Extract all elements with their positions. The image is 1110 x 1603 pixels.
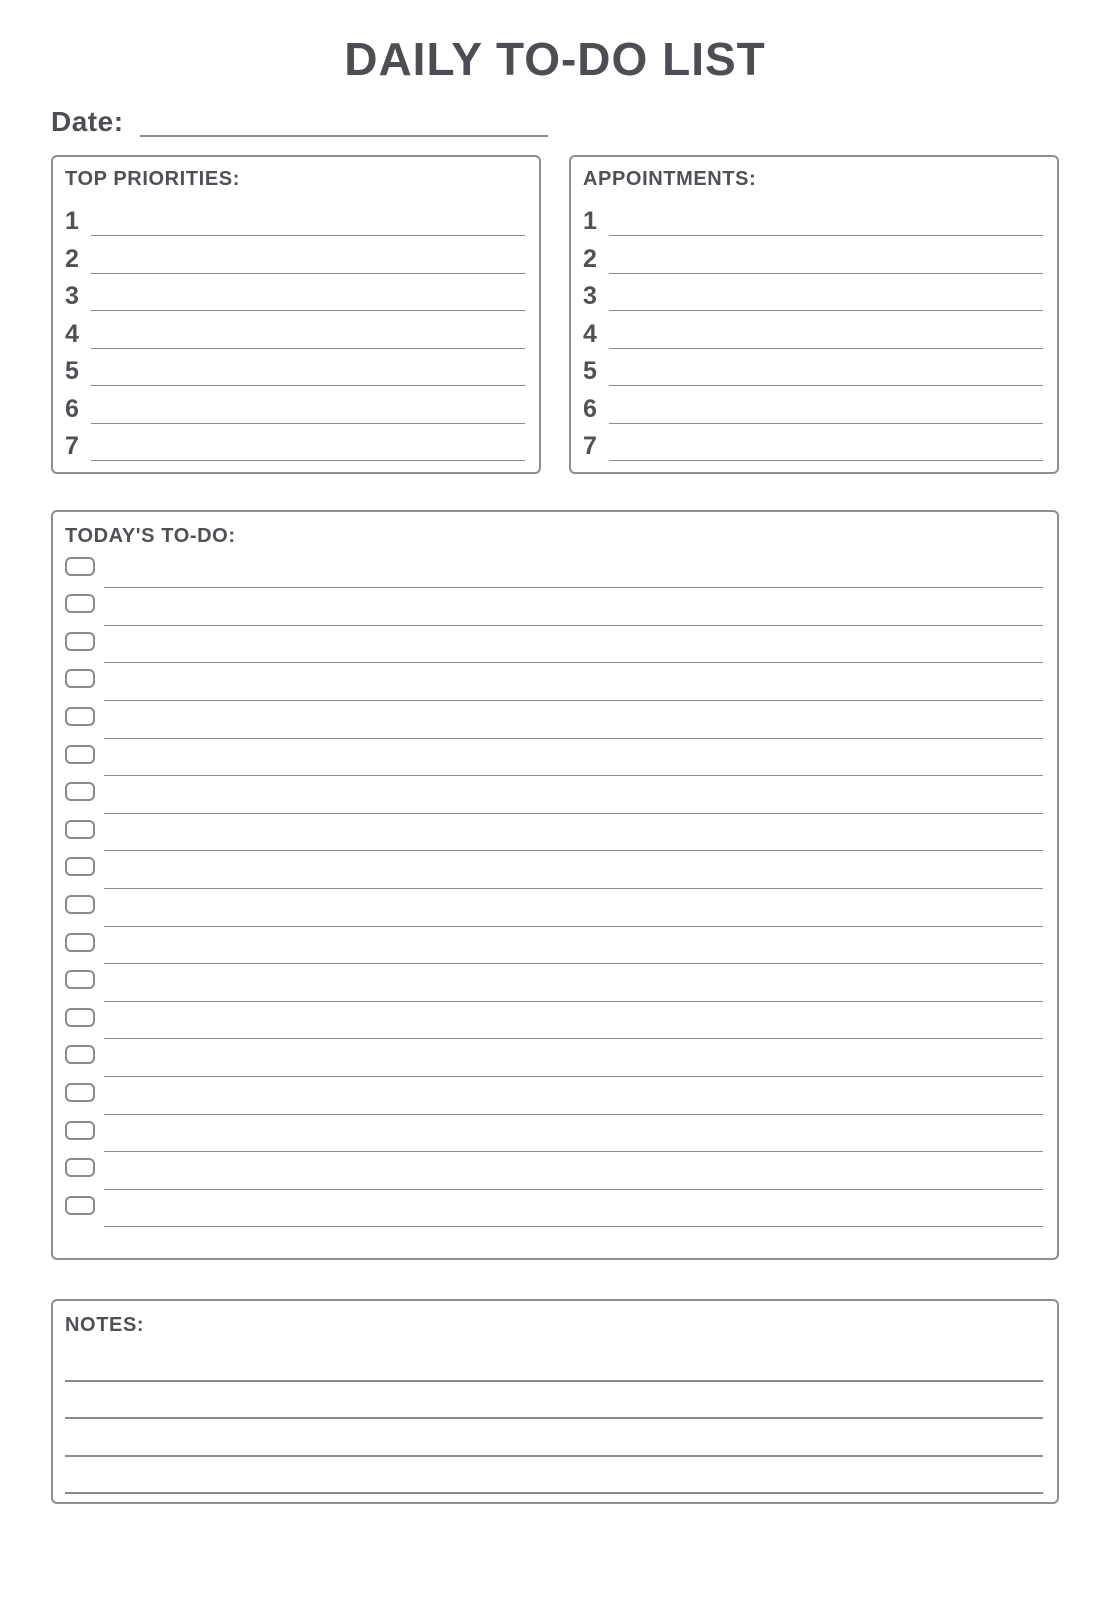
row-number: 4 <box>65 319 79 348</box>
numbered-row <box>583 276 1049 314</box>
row-number: 6 <box>583 394 597 423</box>
todo-panel <box>51 510 1059 1260</box>
write-line[interactable] <box>609 394 1043 424</box>
write-line[interactable] <box>65 1457 1043 1494</box>
write-line[interactable] <box>104 1151 1043 1152</box>
write-line[interactable] <box>91 394 525 424</box>
todo-row <box>65 1007 1049 1045</box>
notes-panel <box>51 1299 1059 1504</box>
top-row <box>51 155 1059 474</box>
write-line[interactable] <box>91 244 525 274</box>
checkbox[interactable] <box>65 1196 95 1215</box>
row-number: 1 <box>583 207 597 236</box>
todo-row <box>65 668 1049 706</box>
checkbox[interactable] <box>65 782 95 801</box>
write-line[interactable] <box>609 206 1043 236</box>
row-number: 2 <box>65 244 79 273</box>
write-line[interactable] <box>91 206 525 236</box>
checkbox[interactable] <box>65 933 95 952</box>
row-number: 7 <box>65 432 79 461</box>
numbered-row <box>65 388 531 426</box>
write-line[interactable] <box>104 1076 1043 1077</box>
checkbox[interactable] <box>65 1045 95 1064</box>
priorities-heading: TOP PRIORITIES: <box>65 167 240 190</box>
date-row <box>51 101 1059 137</box>
todo-row <box>65 819 1049 857</box>
write-line[interactable] <box>104 1001 1043 1002</box>
notes-heading: NOTES: <box>65 1313 145 1336</box>
numbered-row <box>65 313 531 351</box>
row-number: 6 <box>65 394 79 423</box>
row-number: 5 <box>583 357 597 386</box>
page-title: DAILY TO-DO LIST <box>344 33 766 85</box>
numbered-row <box>65 426 531 464</box>
todo-row <box>65 631 1049 669</box>
write-line[interactable] <box>104 963 1043 964</box>
write-line[interactable] <box>104 587 1043 588</box>
write-line[interactable] <box>104 1226 1043 1227</box>
checkbox[interactable] <box>65 1121 95 1140</box>
todo-row <box>65 593 1049 631</box>
write-line[interactable] <box>65 1419 1043 1456</box>
todo-rows <box>65 556 1049 1233</box>
appointments-rows <box>583 201 1049 464</box>
write-line[interactable] <box>91 319 525 349</box>
write-line[interactable] <box>104 888 1043 889</box>
todo-row <box>65 1157 1049 1195</box>
row-number: 7 <box>583 432 597 461</box>
write-line[interactable] <box>91 431 525 461</box>
row-number: 3 <box>65 282 79 311</box>
priorities-rows <box>65 201 531 464</box>
write-line[interactable] <box>104 926 1043 927</box>
todo-row <box>65 932 1049 970</box>
todo-row <box>65 1120 1049 1158</box>
write-line[interactable] <box>65 1382 1043 1419</box>
todo-heading: TODAY'S TO-DO: <box>65 524 236 547</box>
checkbox[interactable] <box>65 632 95 651</box>
checkbox[interactable] <box>65 895 95 914</box>
row-number: 3 <box>583 282 597 311</box>
todo-row <box>65 706 1049 744</box>
numbered-row <box>583 313 1049 351</box>
row-number: 5 <box>65 357 79 386</box>
note-row <box>65 1345 1049 1382</box>
checkbox[interactable] <box>65 1008 95 1027</box>
appointments-heading: APPOINTMENTS: <box>583 167 757 190</box>
todo-row <box>65 1195 1049 1233</box>
write-line[interactable] <box>104 662 1043 663</box>
numbered-row <box>65 238 531 276</box>
row-number: 1 <box>65 207 79 236</box>
checkbox[interactable] <box>65 970 95 989</box>
write-line[interactable] <box>104 850 1043 851</box>
todo-row <box>65 744 1049 782</box>
date-line[interactable] <box>140 111 548 137</box>
write-line[interactable] <box>104 1189 1043 1190</box>
row-number: 4 <box>583 319 597 348</box>
numbered-row <box>583 238 1049 276</box>
todo-row <box>65 856 1049 894</box>
checkbox[interactable] <box>65 1158 95 1177</box>
write-line[interactable] <box>609 431 1043 461</box>
write-line[interactable] <box>609 356 1043 386</box>
checkbox[interactable] <box>65 669 95 688</box>
write-line[interactable] <box>104 813 1043 814</box>
write-line[interactable] <box>91 281 525 311</box>
write-line[interactable] <box>609 319 1043 349</box>
todo-row <box>65 1082 1049 1120</box>
write-line[interactable] <box>104 775 1043 776</box>
note-row <box>65 1382 1049 1419</box>
checkbox[interactable] <box>65 1083 95 1102</box>
numbered-row <box>65 351 531 389</box>
todo-row <box>65 556 1049 594</box>
numbered-row <box>583 426 1049 464</box>
checkbox[interactable] <box>65 857 95 876</box>
checkbox[interactable] <box>65 820 95 839</box>
note-row <box>65 1419 1049 1456</box>
write-line[interactable] <box>609 244 1043 274</box>
write-line[interactable] <box>65 1345 1043 1382</box>
checkbox[interactable] <box>65 745 95 764</box>
priorities-panel <box>51 155 541 474</box>
todo-row <box>65 894 1049 932</box>
write-line[interactable] <box>104 700 1043 701</box>
write-line[interactable] <box>104 625 1043 626</box>
numbered-row <box>583 201 1049 239</box>
numbered-row <box>583 351 1049 389</box>
checkbox[interactable] <box>65 557 95 576</box>
todo-row <box>65 969 1049 1007</box>
todo-row <box>65 1044 1049 1082</box>
numbered-row <box>65 201 531 239</box>
appointments-panel <box>569 155 1059 474</box>
numbered-row <box>583 388 1049 426</box>
write-line[interactable] <box>104 738 1043 739</box>
checkbox[interactable] <box>65 707 95 726</box>
page <box>0 34 1110 1504</box>
todo-row <box>65 781 1049 819</box>
row-number: 2 <box>583 244 597 273</box>
write-line[interactable] <box>91 356 525 386</box>
write-line[interactable] <box>104 1038 1043 1039</box>
checkbox[interactable] <box>65 594 95 613</box>
notes-rows <box>65 1345 1049 1495</box>
write-line[interactable] <box>104 1114 1043 1115</box>
date-label: Date: <box>51 105 124 137</box>
write-line[interactable] <box>609 281 1043 311</box>
note-row <box>65 1457 1049 1494</box>
numbered-row <box>65 276 531 314</box>
